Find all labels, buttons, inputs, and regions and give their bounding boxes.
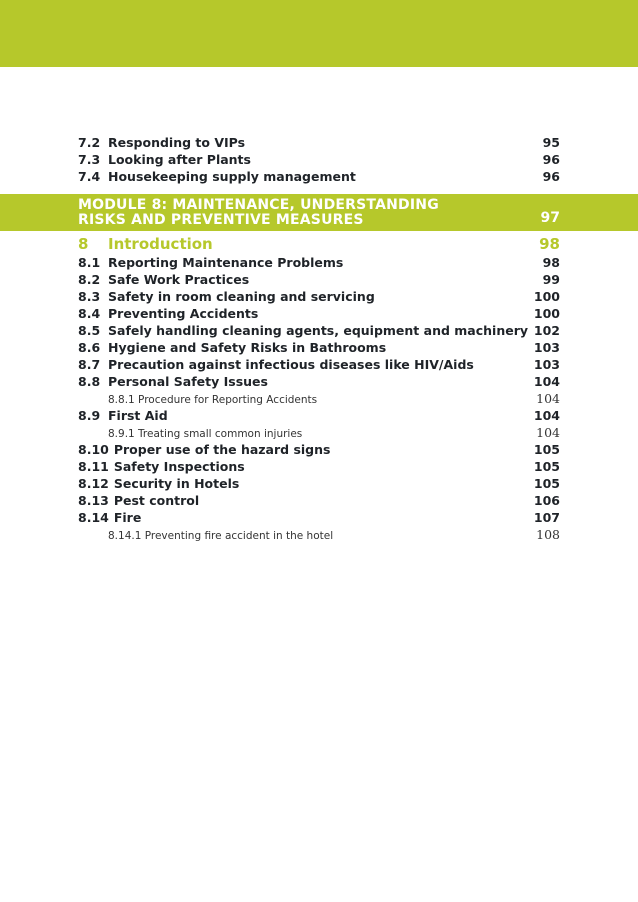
toc-title: Hygiene and Safety Risks in Bathrooms [108,340,387,355]
toc-title: Personal Safety Issues [108,374,268,389]
toc-row[interactable] [78,407,562,424]
toc-number: 8.4 [78,306,101,321]
toc-page: 104 [536,391,560,406]
toc-page: 103 [533,357,560,372]
toc-page: 107 [533,510,560,525]
toc-title: Precaution against infectious diseases like HIV/Aids [108,357,474,372]
toc-title: Fire [113,510,142,525]
toc-page: 96 [542,169,560,184]
toc-title: Safe Work Practices [108,272,250,287]
chapter-page: 98 [539,235,560,253]
toc-title: Pest control [113,493,200,508]
chapter-number: 8 [78,235,89,253]
toc-subtitle: 8.14.1 Preventing fire accident in the hotel [108,530,334,542]
toc-number: 8.9 [78,408,101,423]
toc-title: Security in Hotels [113,476,240,491]
toc-number: 8.5 [78,323,101,338]
module-title-line1: MODULE 8: MAINTENANCE, UNDERSTANDING [78,197,439,213]
toc-title: Proper use of the hazard signs [113,442,331,457]
toc-number: 7.2 [78,135,101,150]
toc-number: 7.3 [78,152,101,167]
toc-row[interactable] [78,305,562,322]
toc-row[interactable] [78,134,562,151]
toc-row[interactable] [78,475,562,492]
toc-row[interactable] [78,492,562,509]
toc-title: Reporting Maintenance Problems [108,255,344,270]
module-title[interactable] [78,198,560,228]
toc-page: 104 [533,374,560,389]
toc-row[interactable] [78,356,562,373]
toc-subtitle: 8.8.1 Procedure for Reporting Accidents [108,394,318,406]
toc-row[interactable] [78,458,562,475]
toc-title: Safety in room cleaning and servicing [108,289,375,304]
toc-title: Housekeeping supply management [108,169,356,184]
toc-page: 99 [542,272,560,287]
toc-title: Safety Inspections [113,459,245,474]
toc-page: 106 [533,493,560,508]
toc-number: 8.6 [78,340,101,355]
toc-page: 100 [533,306,560,321]
toc-row[interactable] [78,254,562,271]
toc-number: 8.2 [78,272,101,287]
toc-row[interactable] [78,339,562,356]
toc-subrow[interactable] [78,526,562,543]
toc-title: Preventing Accidents [108,306,259,321]
toc-number: 8.8 [78,374,101,389]
toc-page: 100 [533,289,560,304]
toc-number: 8.14 [78,510,109,525]
toc-section-8 [78,234,562,543]
toc-subtitle: 8.9.1 Treating small common injuries [108,428,303,440]
toc-row[interactable] [78,288,562,305]
toc-page: 105 [533,442,560,457]
toc-number: 8.1 [78,255,101,270]
toc-page: 104 [536,425,560,440]
toc-row[interactable] [78,373,562,390]
toc-number: 8.7 [78,357,101,372]
toc-subrow[interactable] [78,390,562,407]
toc-row[interactable] [78,441,562,458]
toc-title: Safely handling cleaning agents, equipment and machinery [108,323,529,338]
toc-section-7 [78,134,562,185]
toc-row[interactable] [78,509,562,526]
toc-title: Responding to VIPs [108,135,246,150]
header-band [0,0,638,67]
toc-page: 102 [533,323,560,338]
toc-page: 105 [533,476,560,491]
toc-row[interactable] [78,151,562,168]
toc-number: 8.13 [78,493,109,508]
module-title-line2: RISKS AND PREVENTIVE MEASURES [78,212,364,228]
toc-page: 104 [533,408,560,423]
toc-number: 7.4 [78,169,101,184]
chapter-heading[interactable] [78,234,562,254]
toc-title: Looking after Plants [108,152,251,167]
toc-title: First Aid [108,408,168,423]
toc-row[interactable] [78,168,562,185]
toc-number: 8.3 [78,289,101,304]
toc-page: 105 [533,459,560,474]
toc-number: 8.12 [78,476,109,491]
toc-page: 96 [542,152,560,167]
toc-page: 108 [536,527,560,542]
toc-page: 103 [533,340,560,355]
toc-page: 95 [542,135,560,150]
module-page-number: 97 [540,210,560,226]
toc-subrow[interactable] [78,424,562,441]
toc-number: 8.10 [78,442,109,457]
chapter-title: Introduction [108,235,213,253]
toc-page: 98 [542,255,560,270]
toc-number: 8.11 [78,459,109,474]
toc-row[interactable] [78,271,562,288]
toc-row[interactable] [78,322,562,339]
